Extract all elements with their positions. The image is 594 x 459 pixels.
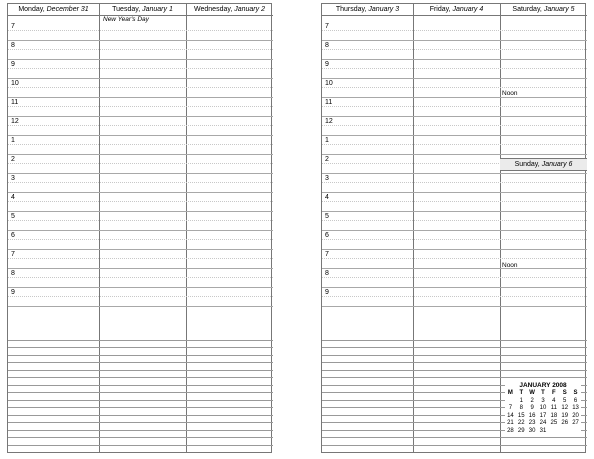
hour-label: 10 — [11, 80, 19, 87]
half-hour-line — [8, 258, 273, 259]
hour-label: 1 — [325, 137, 329, 144]
weekday-header: S — [562, 390, 567, 396]
calendar-day: 9 — [530, 405, 534, 411]
half-hour-line — [322, 182, 587, 183]
hour-line — [322, 154, 587, 155]
hour-label: 2 — [325, 156, 329, 163]
hour-label: 12 — [11, 118, 19, 125]
half-hour-line — [322, 201, 587, 202]
hour-label: 11 — [11, 99, 19, 106]
half-hour-line — [322, 49, 587, 50]
hour-label: 6 — [11, 232, 15, 239]
hour-line — [322, 59, 587, 60]
day-weekday: Monday, — [18, 6, 45, 13]
hour-line — [8, 192, 273, 193]
note-line — [8, 437, 273, 438]
day-weekday: Tuesday, — [112, 6, 141, 13]
calendar-day: 2 — [530, 397, 534, 404]
hour-line — [322, 230, 587, 231]
hour-label: 7 — [325, 23, 329, 30]
calendar-day: 28 — [507, 427, 514, 434]
calendar-day: 12 — [561, 405, 569, 411]
hour-line — [8, 97, 273, 98]
hour-label: 7 — [325, 251, 329, 258]
hour-label: 3 — [11, 175, 15, 182]
day-date: January 5 — [543, 6, 575, 13]
half-hour-line — [8, 239, 273, 240]
hour-line — [8, 287, 273, 288]
hour-line — [8, 268, 273, 269]
day-date: January 4 — [452, 6, 484, 13]
hour-line — [8, 116, 273, 117]
half-hour-line — [8, 125, 273, 126]
day-header — [186, 4, 273, 16]
calendar-day: 20 — [572, 412, 579, 419]
hour-line — [8, 211, 273, 212]
mini-calendar-grid — [505, 390, 581, 435]
day-date: January 3 — [368, 6, 400, 13]
day-header — [8, 4, 99, 16]
hour-line — [322, 97, 587, 98]
hour-line — [322, 40, 587, 41]
hour-line — [8, 154, 273, 155]
half-hour-line — [8, 296, 273, 297]
note-line — [322, 437, 587, 438]
hour-label: 4 — [325, 194, 329, 201]
note-line — [8, 415, 273, 416]
calendar-day: 21 — [507, 420, 514, 426]
calendar-day: 5 — [563, 397, 567, 404]
weekday-header: W — [529, 390, 535, 396]
day-date: January 1 — [142, 6, 173, 13]
note-line — [8, 377, 273, 378]
calendar-day: 8 — [519, 405, 523, 411]
weekday-header: S — [573, 390, 578, 396]
calendar-day: 14 — [507, 412, 514, 419]
right-planner-page — [321, 3, 586, 453]
half-hour-line — [322, 239, 587, 240]
note-line — [8, 340, 273, 341]
half-hour-line — [322, 106, 587, 107]
calendar-day — [505, 398, 516, 406]
note-line — [8, 445, 273, 446]
holiday-label: New Year's Day — [103, 16, 149, 23]
day-weekday: Wednesday, — [194, 6, 233, 13]
left-planner-page — [7, 3, 272, 453]
calendar-day: 4 — [552, 397, 556, 404]
half-hour-line — [8, 201, 273, 202]
day-date: December 31 — [46, 6, 89, 13]
half-hour-line — [322, 144, 587, 145]
weekday-header: M — [507, 390, 513, 396]
note-line — [322, 445, 587, 446]
hour-label: 1 — [11, 137, 15, 144]
hour-line — [8, 59, 273, 60]
hour-line — [322, 306, 587, 307]
hour-label: 5 — [11, 213, 15, 220]
calendar-day: 15 — [517, 412, 525, 419]
hour-line — [8, 249, 273, 250]
hour-label: 9 — [325, 61, 329, 68]
hour-label: 11 — [325, 99, 333, 106]
half-hour-line — [8, 277, 273, 278]
half-hour-line — [8, 220, 273, 221]
calendar-day — [559, 428, 570, 436]
note-line — [322, 377, 587, 378]
note-line — [8, 407, 273, 408]
half-hour-line — [322, 68, 587, 69]
weekday-header: F — [552, 390, 556, 396]
hour-line — [322, 135, 587, 136]
calendar-day: 7 — [508, 405, 513, 411]
note-line — [8, 370, 273, 371]
calendar-day: 27 — [572, 420, 579, 426]
hour-line — [322, 249, 587, 250]
note-line — [8, 347, 273, 348]
note-line — [8, 392, 273, 393]
calendar-day: 10 — [539, 405, 547, 411]
calendar-day: 6 — [573, 397, 578, 404]
hour-label: 8 — [11, 270, 15, 277]
hour-label: 2 — [11, 156, 15, 163]
day-date: January 6 — [541, 161, 573, 168]
calendar-day: 3 — [541, 397, 545, 404]
hour-line — [322, 78, 587, 79]
calendar-day: 1 — [519, 397, 523, 404]
calendar-day: 22 — [517, 420, 525, 426]
half-hour-line — [322, 87, 587, 88]
hour-line — [8, 306, 273, 307]
calendar-day: 30 — [528, 427, 536, 434]
half-hour-line — [8, 163, 273, 164]
note-line — [322, 340, 587, 341]
hour-label: 8 — [11, 42, 15, 49]
note-line — [8, 400, 273, 401]
note-line — [322, 370, 587, 371]
hour-line — [8, 173, 273, 174]
hour-label: 3 — [325, 175, 329, 182]
half-hour-line — [322, 125, 587, 126]
half-hour-line — [322, 220, 587, 221]
note-line — [8, 385, 273, 386]
half-hour-line — [8, 182, 273, 183]
day-weekday: Saturday, — [512, 6, 542, 13]
hour-label: 6 — [325, 232, 329, 239]
noon-label: Noon — [502, 262, 518, 269]
day-header — [99, 4, 186, 16]
hour-line — [8, 78, 273, 79]
hour-label: 7 — [11, 251, 15, 258]
hour-label: 9 — [11, 289, 15, 296]
hour-line — [322, 173, 587, 174]
half-hour-line — [8, 106, 273, 107]
hour-label: 7 — [11, 23, 15, 30]
hour-label: 4 — [11, 194, 15, 201]
hour-line — [322, 211, 587, 212]
calendar-day: 18 — [550, 412, 558, 419]
calendar-day: 26 — [561, 420, 569, 426]
note-line — [8, 362, 273, 363]
calendar-day: 23 — [528, 420, 536, 426]
noon-label: Noon — [502, 90, 518, 97]
note-line — [322, 355, 587, 356]
calendar-day: 13 — [572, 405, 579, 411]
note-line — [8, 430, 273, 431]
note-line — [322, 362, 587, 363]
half-hour-line — [8, 30, 273, 31]
half-hour-line — [322, 277, 587, 278]
calendar-day: 24 — [539, 420, 547, 426]
calendar-day: 29 — [517, 427, 525, 434]
hour-line — [8, 230, 273, 231]
hour-line — [322, 116, 587, 117]
half-hour-line — [322, 296, 587, 297]
hour-label: 5 — [325, 213, 329, 220]
calendar-day: 25 — [550, 420, 558, 426]
day-weekday: Sunday, — [514, 161, 540, 168]
calendar-day: 31 — [539, 427, 547, 434]
day-header — [322, 4, 413, 16]
hour-label: 9 — [11, 61, 15, 68]
half-hour-line — [8, 144, 273, 145]
day-weekday: Friday, — [429, 6, 451, 13]
calendar-day: 11 — [550, 405, 557, 411]
day-header — [500, 4, 587, 16]
calendar-day: 17 — [539, 412, 547, 419]
hour-label: 9 — [325, 289, 329, 296]
half-hour-line — [8, 87, 273, 88]
hour-line — [322, 287, 587, 288]
half-hour-line — [322, 30, 587, 31]
hour-label: 12 — [325, 118, 333, 125]
hour-label: 10 — [325, 80, 333, 87]
calendar-day — [570, 428, 581, 436]
note-line — [8, 422, 273, 423]
hour-line — [8, 40, 273, 41]
hour-label: 8 — [325, 270, 329, 277]
mini-calendar — [505, 382, 581, 435]
half-hour-line — [322, 258, 587, 259]
weekday-header: T — [519, 390, 524, 396]
calendar-day: 16 — [528, 412, 536, 419]
day-header — [413, 4, 500, 16]
half-hour-line — [8, 49, 273, 50]
hour-line — [8, 135, 273, 136]
calendar-day — [548, 428, 559, 436]
calendar-day: 19 — [561, 412, 569, 419]
day-date: January 2 — [234, 6, 265, 13]
weekday-header: T — [541, 390, 545, 396]
note-line — [322, 347, 587, 348]
sunday-header — [500, 158, 587, 171]
hour-label: 8 — [325, 42, 329, 49]
day-weekday: Thursday, — [335, 6, 367, 13]
half-hour-line — [8, 68, 273, 69]
hour-line — [322, 268, 587, 269]
hour-line — [322, 192, 587, 193]
mini-calendar-title: JANUARY 2008 — [519, 382, 567, 389]
note-line — [8, 355, 273, 356]
